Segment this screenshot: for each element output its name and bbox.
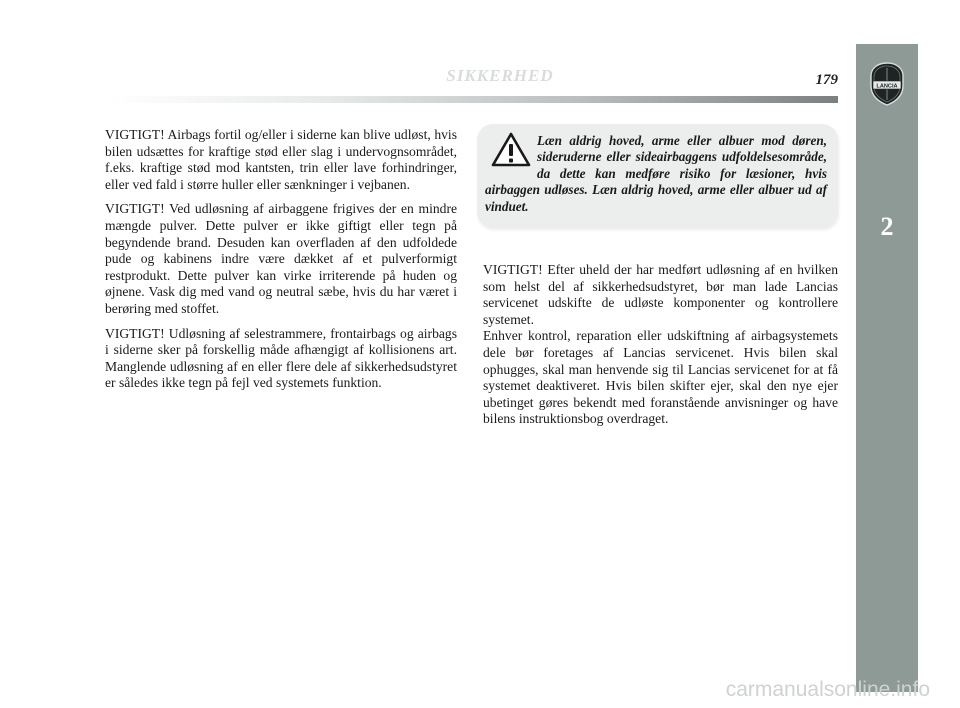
logo-text: LANCIA (876, 83, 898, 90)
left-column (105, 127, 457, 400)
paragraph: VIGTIGT! Airbags fortil og/eller i siderne kan blive udløst, hvis bilen udsættes for kraftige stød eller slag i undervognsområdet, f.eks. kraftige stød mod kantsten, trin eller lave forhindringer, eller ved fald i større huller eller sænkninger i vejbanen. (105, 127, 457, 192)
section-title: SIKKERHED (446, 66, 554, 85)
header-rule (108, 96, 838, 103)
paragraph: Enhver kontrol, reparation eller udskiftning af airbagsystemets dele bør foretages af Lancias servicenet. Hvis bilen skal ophugges, skal man henvende sig til Lancias servicenet for at få systemet deaktiveret. Hvis bilen skifter ejer, skal den nye ejer ubetinget gøres bekendt med foranstående anvisninger og have bilens instruktionsbog overdraget. (483, 328, 838, 427)
right-column (483, 262, 838, 428)
watermark: carmanualsonline.info (725, 678, 930, 701)
chapter-number: 2 (880, 212, 894, 241)
paragraph: VIGTIGT! Ved udløsning af airbaggene frigives der en mindre mængde pulver. Dette pulver er ikke giftigt eller tegn på begyndende brand. Desuden kan overfladen af den udfoldede pude og kabinens indre være dækket af et pulverformigt restprodukt. Dette pulver kan virke irriterende på huden og øjnene. Vask dig med vand og neutral sæbe, hvis du har været i berøring med stoffet. (105, 201, 457, 316)
paragraph: VIGTIGT! Efter uheld der har medført udløsning af en hvilken som helst del af sikkerhedsudstyret, bør man lade Lancias servicenet udskifte de udløste komponenter og kontrollere systemet. (483, 262, 838, 327)
warning-box (477, 124, 838, 228)
chapter-side-tab (856, 44, 918, 692)
lancia-logo-icon (869, 62, 905, 106)
page-number: 179 (815, 72, 838, 88)
paragraph: VIGTIGT! Udløsning af selestrammere, frontairbags og airbags i siderne sker på forskellig måde afhængigt af kollisionens art. Manglende udløsning af en eller flere dele af sikkerhedsudstyret er således ikke tegn på fejl ved systemets funktion. (105, 325, 457, 391)
warning-text: Læn aldrig hoved, arme eller albuer mod døren, sideruderne eller sideairbaggens udfoldelsesområde, da dette kan medføre risiko for læsioner, hvis airbaggen udløses. Læn aldrig hoved, arme eller albuer ud af vinduet. (485, 133, 827, 214)
